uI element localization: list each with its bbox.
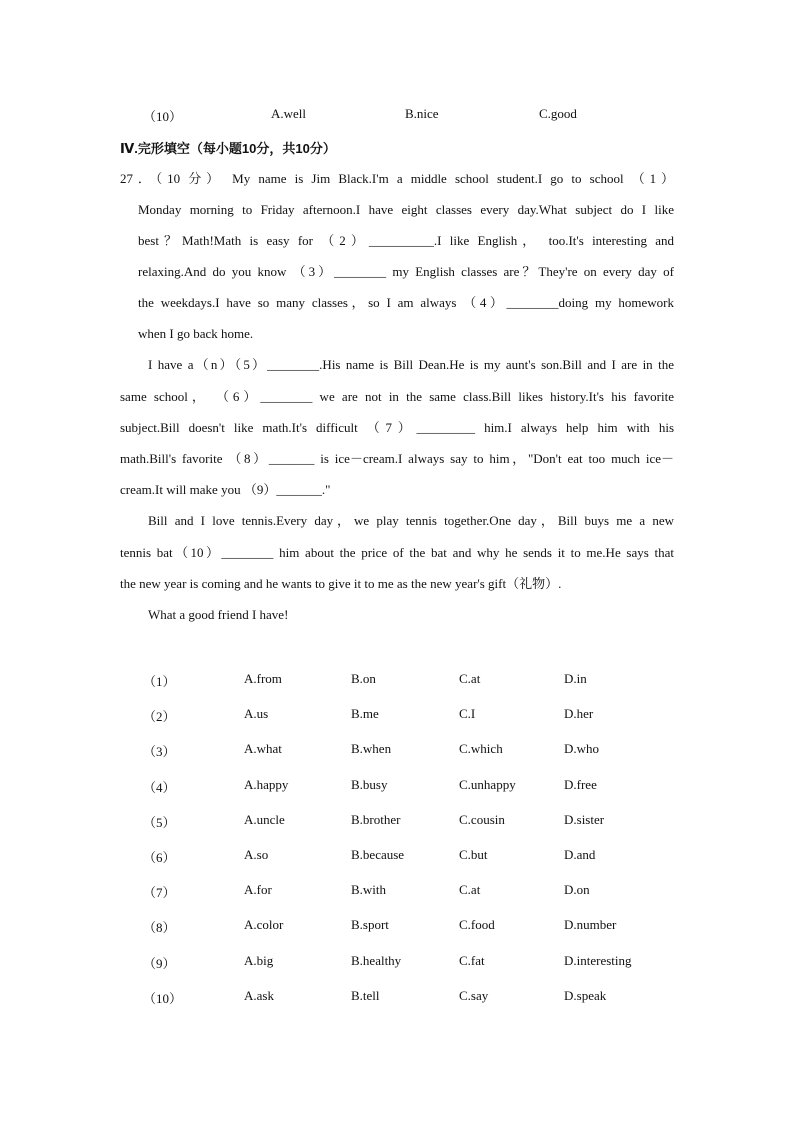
passage-line: the weekdays.I have so many classes，so I am always （4）________doing my homework: [138, 295, 674, 310]
passage-line: Monday morning to Friday afternoon.I have eight classes every day.What subject do I like: [138, 202, 674, 217]
option-d: D.number: [564, 917, 617, 932]
option-b: B.when: [351, 741, 392, 756]
option-b: B.busy: [351, 777, 388, 792]
option-a: A.what: [244, 741, 282, 756]
option-d: D.and: [564, 847, 596, 862]
option-d: D.in: [564, 671, 587, 686]
option-c: C.which: [459, 741, 503, 756]
option-a: A.color: [244, 917, 284, 932]
option-b: B.brother: [351, 812, 401, 827]
option-d: D.interesting: [564, 953, 632, 968]
option-b: B.tell: [351, 988, 380, 1003]
option-row: [0, 812, 794, 832]
option-d: D.sister: [564, 812, 605, 827]
passage-line: I have a（n）（5）________.His name is Bill Dean.He is my aunt's son.Bill and I are in the: [148, 357, 674, 372]
passage-line: math.Bill's favorite （8）_______ is ice－cream.I always say to him，"Don't eat too much ice－: [120, 451, 674, 466]
option-d: D.on: [564, 882, 590, 897]
option-row: [0, 882, 794, 902]
option-row: [0, 741, 794, 761]
option-b: B.nice: [405, 106, 439, 121]
option-b: B.because: [351, 847, 405, 862]
option-row: [0, 671, 794, 691]
option-d: D.her: [564, 706, 594, 721]
option-c: C.I: [459, 706, 476, 721]
option-c: C.food: [459, 917, 495, 932]
option-row: [0, 847, 794, 867]
option-a: A.uncle: [244, 812, 285, 827]
prev-option-row: [0, 106, 794, 126]
option-b: B.healthy: [351, 953, 402, 968]
passage-line: cream.It will make you （9）_______.": [120, 482, 331, 497]
option-number: （6）: [143, 850, 176, 865]
option-number: （7）: [143, 885, 176, 900]
option-c: C.cousin: [459, 812, 505, 827]
passage-line: relaxing.And do you know （3）________ my English classes are？They're on every day of: [138, 264, 674, 279]
option-number: （9）: [143, 956, 176, 971]
passage-line: the new year is coming and he wants to give it to me as the new year's gift（礼物）.: [120, 576, 562, 591]
passage-line: best？Math!Math is easy for （2）__________.I like English， too.It's interesting and: [138, 233, 674, 248]
option-row: [0, 953, 794, 973]
option-number: （1）: [143, 674, 176, 689]
option-number: （10）: [143, 991, 183, 1006]
option-a: A.for: [244, 882, 272, 897]
option-c: C.at: [459, 882, 481, 897]
option-a: A.big: [244, 953, 274, 968]
option-c: C.unhappy: [459, 777, 516, 792]
option-b: B.sport: [351, 917, 389, 932]
option-row: [0, 706, 794, 726]
option-number: （10）: [143, 109, 183, 124]
option-a: A.from: [244, 671, 282, 686]
option-number: （5）: [143, 815, 176, 830]
option-number: （2）: [143, 709, 176, 724]
option-b: B.on: [351, 671, 376, 686]
option-c: C.at: [459, 671, 481, 686]
passage-line: same school， （6）________ we are not in the same class.Bill likes history.It's his favorite: [120, 389, 674, 404]
option-number: （4）: [143, 780, 176, 795]
option-number: （8）: [143, 920, 176, 935]
option-a: A.well: [271, 106, 307, 121]
option-a: A.us: [244, 706, 269, 721]
option-a: A.happy: [244, 777, 289, 792]
passage-line: tennis bat（10）________ him about the price of the bat and why he sends it to me.He says that: [120, 545, 674, 560]
option-d: D.free: [564, 777, 597, 792]
option-b: B.me: [351, 706, 379, 721]
option-c: C.fat: [459, 953, 485, 968]
passage-line: subject.Bill doesn't like math.It's difficult （7）_________ him.I always help him with his: [120, 420, 674, 435]
option-row: [0, 917, 794, 937]
option-d: D.who: [564, 741, 600, 756]
passage-line: when I go back home.: [138, 326, 254, 341]
option-number: （3）: [143, 744, 176, 759]
option-row: [0, 988, 794, 1008]
option-c: C.good: [539, 106, 577, 121]
option-d: D.speak: [564, 988, 607, 1003]
option-c: C.but: [459, 847, 488, 862]
option-a: A.ask: [244, 988, 274, 1003]
option-a: A.so: [244, 847, 269, 862]
passage-line: 27．（10 分） My name is Jim Black.I'm a middle school student.I go to school （1）: [120, 171, 674, 186]
passage-line: What a good friend I have!: [148, 607, 289, 622]
option-row: [0, 777, 794, 797]
passage-line: Bill and I love tennis.Every day，we play tennis together.One day，Bill buys me a new: [148, 513, 674, 528]
section-title: Ⅳ.完形填空（每小题10分，共10分）: [120, 141, 336, 156]
option-b: B.with: [351, 882, 387, 897]
option-c: C.say: [459, 988, 489, 1003]
